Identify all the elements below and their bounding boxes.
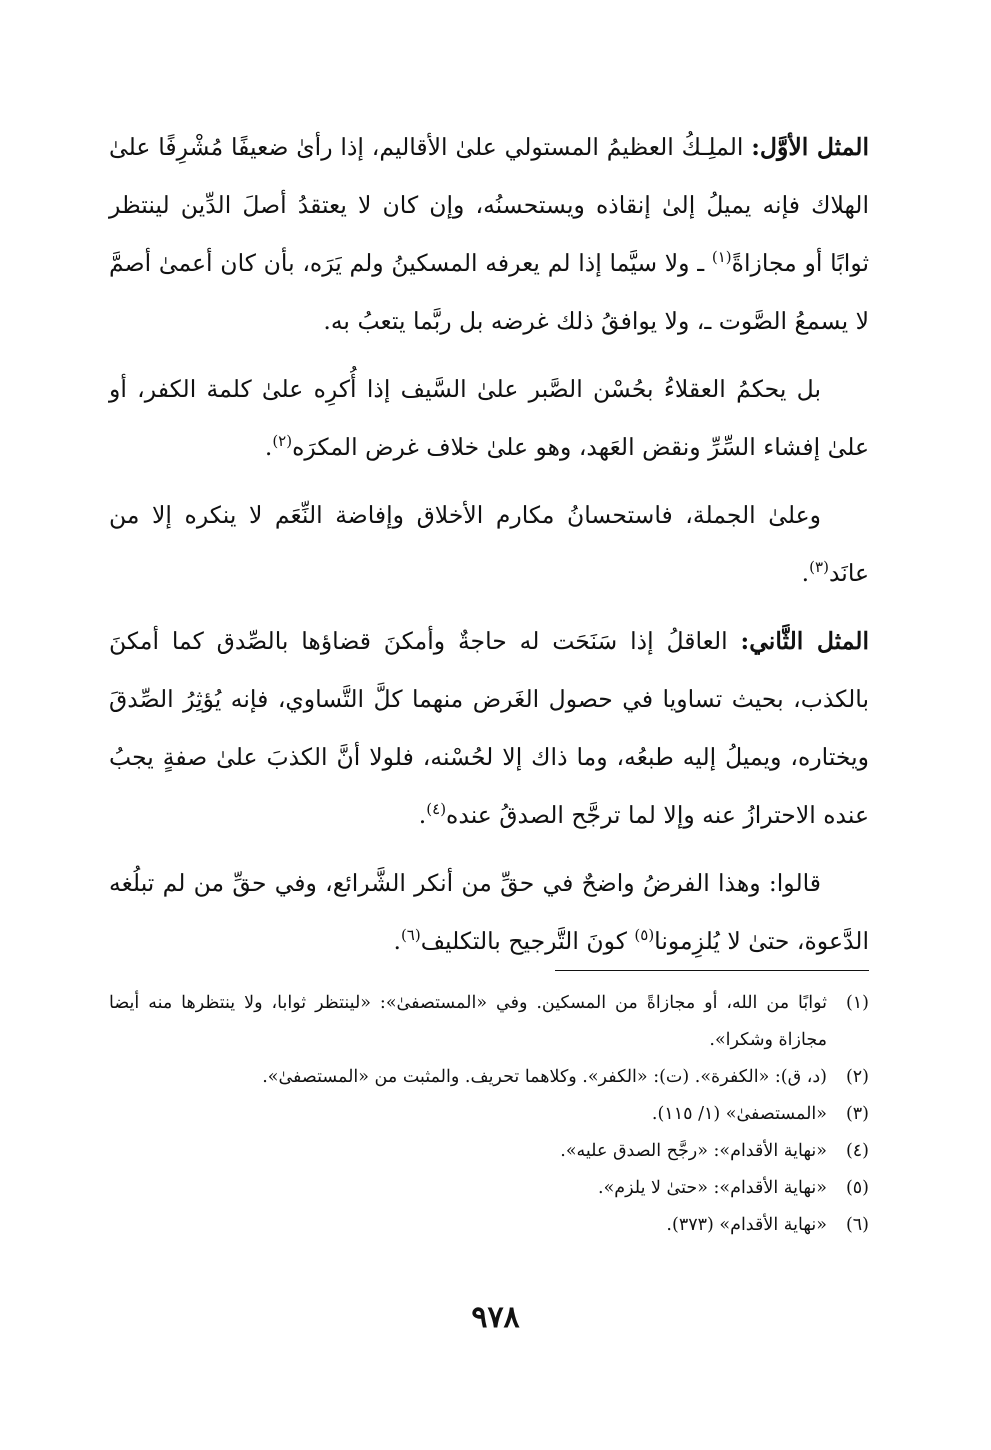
footnote-separator-rule bbox=[555, 970, 869, 971]
footnote-item bbox=[109, 1096, 869, 1133]
paragraph-text: الملِـكُ العظيمُ المستولي علىٰ الأقاليم، إذا رأىٰ ضعيفًا مُشْرِفًا علىٰ الهلاك فإنه يميلُ إلىٰ إنقاذه ويستحسنُه، وإن كان لا يعتقدُ أصلَ الدِّين لينتظر ثوابًا أو مجازاةً bbox=[109, 133, 870, 277]
paragraph-text: كونَ التَّرجيح بالتكليف bbox=[420, 927, 635, 955]
first-example-heading: المثل الأوَّل: bbox=[751, 133, 869, 161]
footnote-text: (د، ق): «الكفرة». (ت): «الكفر». وكلاهما تحريف. والمثبت من «المستصفىٰ». bbox=[262, 1067, 827, 1087]
page-number: ٩٧٨ bbox=[471, 1300, 520, 1335]
paragraph-text: . bbox=[418, 801, 427, 829]
footnote-item bbox=[109, 1059, 869, 1096]
footnote-ref-6[interactable]: (٦) bbox=[400, 926, 421, 945]
footnote-item bbox=[109, 985, 869, 1059]
footnote-number: (٥) bbox=[845, 1178, 869, 1198]
paragraph-text: قالوا: وهذا الفرضُ واضحٌ في حقِّ من أنكر الشَّرائع، وفي حقِّ من لم تبلُغه الدَّعوة، حتىٰ لا يُلزِمونا bbox=[109, 869, 869, 955]
footnote-ref-3[interactable]: (٣) bbox=[809, 558, 829, 577]
footnote-ref-2[interactable]: (٢) bbox=[272, 432, 293, 451]
second-example-heading: المثل الثَّاني: bbox=[740, 627, 869, 655]
paragraph-text: العاقلُ إذا سَنَحَت له حاجةٌ وأمكنَ قضاؤها بالصِّدق كما أمكنَ بالكذب، بحيث تساويا في حصول الغَرض منهما كلَّ التَّساوي، فإنه يُؤثِرُ الصِّدقَ ويختاره، ويميلُ إليه طبعُه، وما ذاك إلا لحُسْنه، فلولا أنَّ الكذبَ علىٰ صفةٍ يجبُ عنده الاحترازُ عنه وإلا لما ترجَّح الصدقُ عنده bbox=[109, 627, 869, 829]
paragraph-text: . bbox=[801, 559, 810, 587]
footnote-item bbox=[109, 1170, 869, 1207]
paragraph-first-example bbox=[109, 118, 869, 350]
paragraph-sword bbox=[109, 360, 869, 476]
footnote-number: (٦) bbox=[845, 1215, 869, 1235]
paragraph-they-said bbox=[109, 854, 869, 970]
footnote-ref-4[interactable]: (٤) bbox=[426, 800, 447, 819]
footnote-number: (١) bbox=[845, 993, 869, 1013]
footnote-ref-5[interactable]: (٥) bbox=[634, 926, 655, 945]
footnote-item bbox=[109, 1133, 869, 1170]
footnote-text: «نهاية الأقدام»: «رجَّح الصدق عليه». bbox=[560, 1141, 827, 1161]
paragraph-text: وعلىٰ الجملة، فاستحسانُ مكارم الأخلاق وإفاضة النِّعَم لا ينكره إلا من عانَد bbox=[109, 501, 869, 587]
footnote-text: «المستصفىٰ» (١/ ١١٥). bbox=[651, 1104, 827, 1124]
paragraph-text: . bbox=[264, 433, 273, 461]
paragraph-second-example bbox=[109, 612, 869, 844]
footnote-text: «نهاية الأقدام» (٣٧٣). bbox=[666, 1215, 827, 1235]
paragraph-summary bbox=[109, 486, 869, 602]
paragraph-text: ـ ولا سيَّما إذا لم يعرفه المسكينُ ولم يَرَه، بأن كان أعمىٰ أصمَّ لا يسمعُ الصَّوت ـ، ولا يوافقُ ذلك غرضه بل ربَّما يتعبُ به. bbox=[109, 249, 869, 335]
footnote-text: «نهاية الأقدام»: «حتىٰ لا يلزم». bbox=[598, 1178, 827, 1198]
footnotes-block bbox=[109, 985, 869, 1244]
footnote-number: (٣) bbox=[845, 1104, 869, 1124]
paragraph-text: بل يحكمُ العقلاءُ بحُسْن الصَّبر علىٰ السَّيف إذا أُكرِه علىٰ كلمة الكفر، أو علىٰ إفشاء السِّرِّ ونقض العَهد، وهو علىٰ خلاف غرض المكرَه bbox=[109, 375, 869, 461]
footnote-text: ثوابًا من الله، أو مجازاةً من المسكين. وفي «المستصفىٰ»: «لينتظر ثوابا، ولا ينتظرها منه أيضا مجازاة وشكرا». bbox=[109, 993, 827, 1050]
footnote-number: (٢) bbox=[845, 1067, 869, 1087]
main-text-block bbox=[109, 118, 869, 980]
paragraph-text: . bbox=[393, 927, 401, 955]
footnote-item bbox=[109, 1207, 869, 1244]
footnote-number: (٤) bbox=[845, 1141, 869, 1161]
footnote-ref-1[interactable]: (١) bbox=[711, 248, 732, 267]
